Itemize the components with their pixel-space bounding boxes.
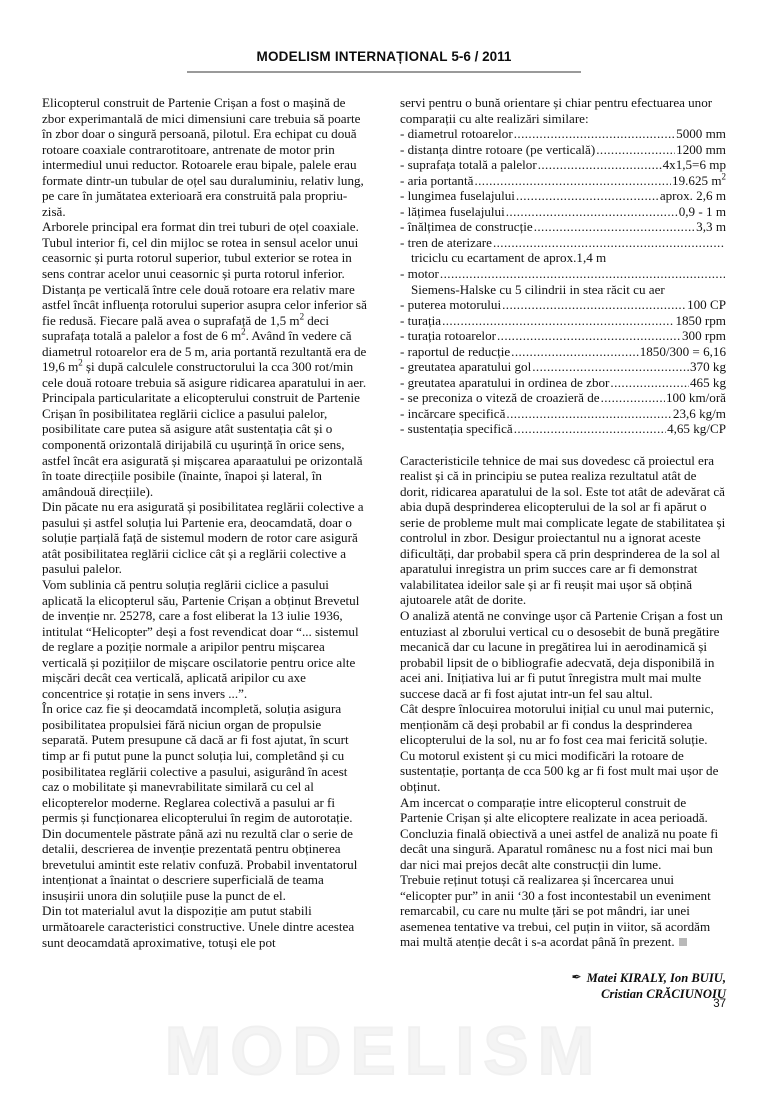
spec-item <box>400 157 726 173</box>
masthead-title <box>257 49 512 64</box>
spec-value: 19.625 $m^2$ <box>672 171 726 188</box>
spec-label: - se preconiza o viteză de croazieră de <box>400 390 600 406</box>
paragraph: Elicopterul construit de Partenie Crișan a fost o mașină de zbor experimantală de mici dimensiuni care trebuia să poarte în zbor doar o singură persoană, pilotul. Era echipat cu două rotoare coaxiale contrarotitoare, antrenate de motor prin intermediul unui reductor. Rotoarele erau bipale, palele erau formate dintr-un tubular de oțel sau duraluminiu, relativ lung, pe care în jumătatea exterioară era construită pala propriu-zisă. <box>42 95 364 219</box>
dot-leader <box>610 375 689 391</box>
spec-item <box>400 421 726 437</box>
spec-item <box>400 266 726 282</box>
paragraph: servi pentru o bună orientare și chiar pentru efectuarea unor comparații cu alte realizări similare: <box>400 95 713 126</box>
spec-label: - diametrul rotoarelor <box>400 126 513 142</box>
spec-label: - înălțimea de construcție <box>400 219 533 235</box>
quill-icon: ✒ <box>571 970 582 985</box>
header-divider <box>187 71 581 73</box>
article-columns <box>42 95 726 1002</box>
paragraph: Principala particularitate a elicopterului construit de Partenie Crișan în posibilitatea reglării ciclice a pasului palelor, posibilitate care putea să asigure atât sustentația cât și o componentă orizontală dirijabilă cu ușurință în orice sens, astfel încât era asigurată și mișcarea aparaatului pe orizontală în toate direcțiile posibile (înainte, înapoi și lateral, în amândouă direcțiile). <box>42 390 363 499</box>
dot-leader <box>514 126 675 142</box>
spec-label: - motor <box>400 266 439 282</box>
spec-item <box>400 344 726 360</box>
spec-value: 3,3 m <box>696 219 726 235</box>
spec-item <box>400 313 726 329</box>
watermark: MODELISM <box>164 1013 604 1089</box>
paragraph: O analiză atentă ne convinge ușor că Partenie Crișan a fost un entuziast al zborului vertical cu o desosebit de bună pregătire mecanică dar cu lacune in pregătirea lui in aerodinamică și probabil lipsit de o bibliografie adecvată, deja disponibilă in acei ani. Inițiativa lui ar fi putut înregistra mult mai multe succese dacă ar fi fost ajutat intr-un fel sau altul. <box>400 608 723 701</box>
paragraph: În orice caz fie și deocamdată incompletă, soluția asigura posibilitatea propulsiei fără niciun organ de propulsie separată. Putem presupune că dacă ar fi fost ajutat, în scurt timp ar fi putut pune la punct soluția lui, completând și cu posibilitatea reglării colective a pasului, asigurând în acest caz o mobilitate și manevrabilitate similară cu cel al elicopterelor moderne. Reglarea colectivă a pasului ar fi permis și funcționarea elicopterului în regim de autorotație. <box>42 701 353 826</box>
left-column <box>42 95 367 1002</box>
spec-value: 100 CP <box>687 297 726 313</box>
spec-continuation: Siemens-Halske cu 5 cilindrii in stea răcit cu aer <box>411 281 665 297</box>
spec-item <box>400 297 726 313</box>
spec-label: - greutatea aparatului gol <box>400 359 532 375</box>
paragraph-text: Trebuie reținut totuși că realizarea și încercarea unui “elicopter pur” in anii ‘30 a fost incontestabil un eveniment remarcabil, cu care nu multe țări se pot mândri, iar unei asemenea tentative va trebui, cel puțin in viitor, să acordăm mai multă atenție decât i s-a acordat până în prezent. <box>400 872 711 950</box>
spec-value: 1850/300 = 6,16 <box>639 343 726 359</box>
page-number: 37 <box>713 998 726 1010</box>
specifications-list <box>400 126 726 437</box>
spec-item <box>400 375 726 391</box>
paragraph: Arborele principal era format din trei tuburi de oțel coaxiale. Tubul interior fi, cel din mijloc se rotea in sensul acelor unui ceasornic și purta rotorul superior, tubul exterior se rotea in sens contrar acelor unui ceasornic și purta rotorul inferior. Distanța pe verticală între cele două rotoare era relativ mare astfel încât influența rotorului superior asupra celor inferior să fie redusă. Fiecare pală avea o suprafață de 1,5 $m^2$ deci suprafața totală a palelor a fost de 6 $m^2$. Având în vedere că diametrul rotoarelor era de 5 m, aria portantă rezultantă era de 19,6 $m^2$ și după calculele constructorului la cca 300 rot/min cele două rotoare trebuia să asigure ridicarea aparatului in aer. <box>42 219 367 390</box>
spec-label: - suprafața totală a palelor <box>400 157 537 173</box>
spec-value: aprox. 2,6 m <box>659 188 726 204</box>
spec-item <box>400 219 726 235</box>
paragraph: Din păcate nu era asigurată și posibilitatea reglării colective a pasului și astfel soluția lui Partenie era, deocamdată, doar o soluție parțială față de sistemul modern de rotor care asigură atât posibilitatea reglării ciclice cât și a reglării colective a pasului palelor. <box>42 499 364 577</box>
spec-label: - aria portantă <box>400 172 474 188</box>
end-of-article-mark <box>679 938 687 946</box>
spec-value: 370 kg <box>689 359 726 375</box>
dot-leader <box>534 219 695 235</box>
spec-value: 1200 mm <box>676 141 726 157</box>
dot-leader <box>601 390 665 406</box>
spec-label: - distanța dintre rotoare (pe verticală) <box>400 141 596 157</box>
dot-leader <box>497 328 681 344</box>
spec-item <box>400 204 726 220</box>
spec-label: - greutatea aparatului in ordinea de zbor <box>400 374 610 390</box>
spec-value: 0,9 - 1 m <box>678 203 726 219</box>
spec-label: - sustentația specifică <box>400 421 513 437</box>
paragraph: Caracteristicile tehnice de mai sus dovedesc că proiectul era realist și că in principiu se putea realiza rezultatul atât de dorit, ridicarea aparatului de la sol. Este tot atât de adevărat că abia după desprinderea elicopterului de la sol ar fi apărut o serie de probleme mult mai complicate legate de stabilitatea și controlul in zbor. Desigur proiectantul nu a ignorat aceste dificultăți, dar probabil spera că prin desprinderea de la sol al aparatului inregistra un prim succes care ar fi demonstrat valabilitatea ideilor sale și ar fi reușit mai ușor să obțină ajutoarele atât de dorite. <box>400 452 726 608</box>
spec-item <box>400 359 726 375</box>
spec-label: - puterea motorului <box>400 297 502 313</box>
dot-leader <box>506 204 678 220</box>
paragraph: Din tot materialul avut la dispoziție am putut stabili următoarele caracteristici constructive. Unele dintre acestea sunt deocamdată aproximative, totuși ele pot <box>42 903 355 950</box>
spec-item <box>400 235 726 251</box>
dot-leader <box>440 266 725 282</box>
spec-label: - incărcare specifică <box>400 405 506 421</box>
spec-value: 1850 rpm <box>675 312 726 328</box>
spec-label: - raportul de reducție <box>400 343 511 359</box>
paragraph: Cât despre înlocuirea motorului inițial cu unul mai puternic, menționăm că deși probabil ar fi condus la desprinderea elicopterului de la sol, nu ar fo fost cea mai fericită soluție. Cu motorul existent și cu mici modificări la rotoare de sustentație, portanța de cca 500 kg ar fi fost mult mai ușor de obținut. <box>400 701 719 795</box>
spec-item <box>400 126 726 142</box>
dot-leader <box>538 157 662 173</box>
spec-item <box>400 142 726 158</box>
paragraph-final <box>400 872 726 950</box>
spec-value: 300 rpm <box>681 328 726 344</box>
spec-value: 465 kg <box>689 374 726 390</box>
page-header <box>0 48 768 66</box>
dot-leader <box>511 344 639 360</box>
right-column <box>400 95 726 1002</box>
dot-leader <box>514 421 666 437</box>
paragraph: Vom sublinia că pentru soluția reglării ciclice a pasului aplicată la elicopterul său, Partenie Crișan a obținut Brevetul de invenție nr. 25278, care a fost eliberat la 13 iulie 1936, intitulat “Helicopter” deși a fost revendicat doar “... sistemul de reglare a poziție normale a aripilor pentru mișcarea verticală și pozițiilor de mișcare oscilatorie pentru orice alte mișcări decât cea verticală, aplicată aripilor cu axe concentrice și rotație in sens invers ...”. <box>42 576 360 701</box>
spec-value: 23,6 kg/m <box>672 405 726 421</box>
spec-label: - turația rotoarelor <box>400 328 496 344</box>
spec-label: - lungimea fuselajului <box>400 188 515 204</box>
dot-leader <box>532 359 689 375</box>
dot-leader <box>506 406 671 422</box>
spec-continuation: triciclu cu ecartament de aprox.1,4 m <box>411 250 607 266</box>
spacer <box>400 437 726 453</box>
paragraph: Am incercat o comparație intre elicopterul construit de Partenie Crișan și alte elicoptere realizate in acea perioadă. Concluzia finală obiectivă a unei astfel de analiză nu poate fi decât una singură. Aparatul românesc nu a fost nici mai bun dar nici mai prejos decât alte construcții din lume. <box>400 794 719 872</box>
spec-value: 5000 mm <box>676 126 726 142</box>
spec-value: 4x1,5=6 mp <box>662 157 726 173</box>
byline-line-1 <box>400 970 726 986</box>
dot-leader <box>442 313 674 329</box>
publication-name: MODELISM INTERNAȚIONAL <box>256 49 448 64</box>
byline-authors-1: Matei KIRALY, Ion BUIU, <box>586 971 726 986</box>
spec-label: - turația <box>400 312 442 328</box>
spec-value: 100 km/oră <box>665 390 726 406</box>
dot-leader <box>516 188 659 204</box>
dot-leader <box>596 142 675 158</box>
byline-line-2: Cristian CRĂCIUNOIU <box>601 987 726 1002</box>
dot-leader <box>474 173 671 189</box>
byline <box>400 970 726 1002</box>
spec-item <box>400 173 726 189</box>
issue-number: 5-6 / 2011 <box>451 49 512 64</box>
spec-value: 4,65 kg/CP <box>667 421 726 437</box>
spec-item <box>400 328 726 344</box>
spec-item <box>400 390 726 406</box>
paragraph: Din documentele păstrate până azi nu rezultă clar o serie de detalii, descrierea de invenție prezentată pentru obținerea brevetului amintit este relativ confuză. Probabil inventatorul intenționat a înaintat o descriere superficială de teama insușirii unora din soluțiile puse la punct de el. <box>42 825 358 903</box>
spec-label: - lățimea fuselajului <box>400 203 505 219</box>
spec-item <box>400 188 726 204</box>
dot-leader <box>502 297 686 313</box>
dot-leader <box>493 235 725 251</box>
spec-item <box>400 406 726 422</box>
spec-label: - tren de aterizare <box>400 234 492 250</box>
